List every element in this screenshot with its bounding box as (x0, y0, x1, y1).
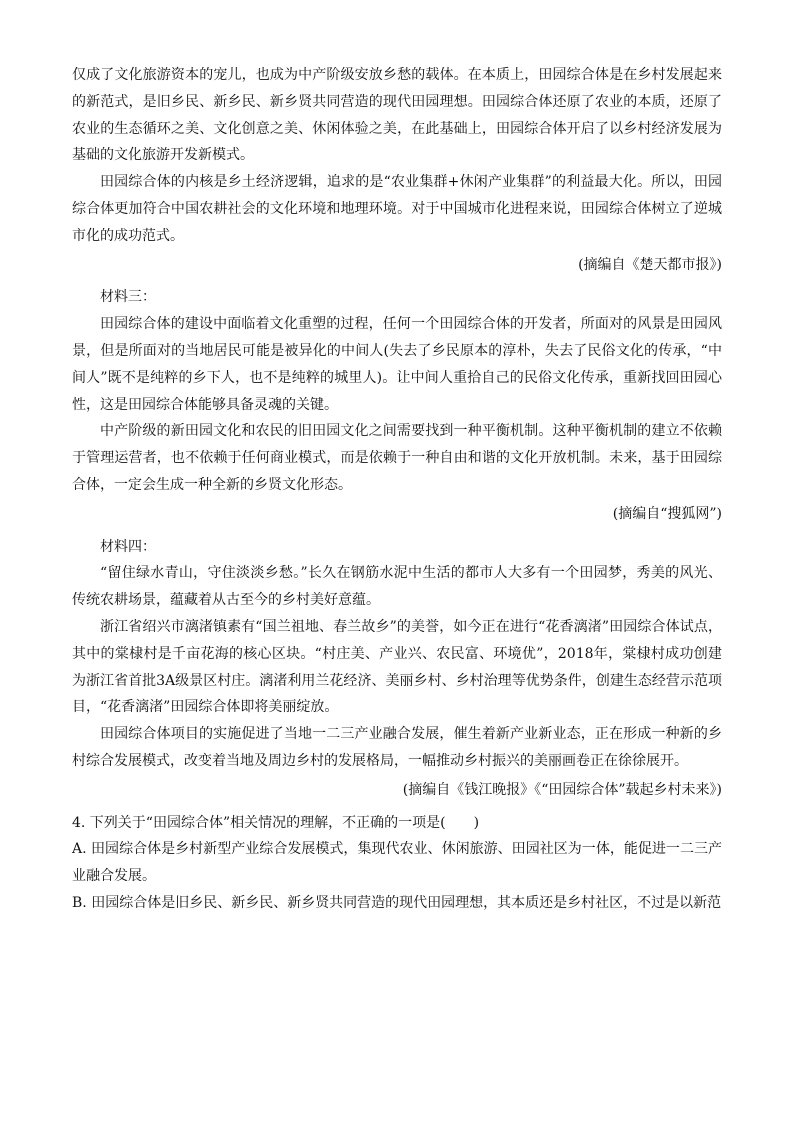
question-4-option-a: A. 田园综合体是乡村新型产业综合发展模式，集现代农业、休闲旅游、田园社区为一体，能促进一二三产业融合发展。 (72, 841, 722, 885)
material4-paragraph-3: 田园综合体项目的实施促进了当地一二三产业融合发展，催生着新产业新业态，正在形成一种新的乡村综合发展模式，改变着当地及周边乡村的发展格局，一幅推动乡村振兴的美丽画卷正在徐徐展开。 (72, 726, 722, 769)
material4-paragraph-1: “留住绿水青山，守住淡淡乡愁。”长久在钢筋水泥中生活的都市人大多有一个田园梦，秀美的风光、传统农耕场景，蕴藏着从古至今的乡村美好意蕴。 (72, 565, 722, 609)
material3-source: (摘编自“搜狐网”) (612, 505, 722, 522)
material2-paragraph-2: 田园综合体的内核是乡土经济逻辑，追求的是“农业集群+休闲产业集群”的利益最大化。所以，田园综合体更加符合中国农耕社会的文化环境和地理环境。对于中国城市化进程来说，田园综合体树立了逆城市化的成功范式。 (72, 174, 722, 244)
material4-paragraph-2: 浙江省绍兴市漓渚镇素有“国兰祖地、春兰故乡”的美誉，如今正在进行“花香漓渚”田园综合体试点，其中的棠棣村是千亩花海的核心区块。“村庄美、产业兴、农民富、环境优”，2018年，棠棣村成功创建为浙江省首批3A级景区村庄。漓渚利用兰花经济、美丽乡村、乡村治理等优势条件，创建生态经营示范项目，“花香漓渚”田园综合体即将美丽绽放。 (72, 618, 722, 716)
question-4-stem: 4. 下列关于“田园综合体”相关情况的理解，不正确的一项是( ) (72, 814, 480, 831)
material2-paragraph-1: 仅成了文化旅游资本的宠儿，也成为中产阶级安放乡愁的载体。在本质上，田园综合体是在乡村发展起来的新范式，是旧乡民、新乡民、新乡贤共同营造的现代田园理想。田园综合体还原了农业的本质，还原了农业的生态循环之美、文化创意之美、休闲体验之美，在此基础上，田园综合体开启了以乡村经济发展为基础的文化旅游开发新模式。 (72, 67, 722, 164)
material3-paragraph-2: 中产阶级的新田园文化和农民的旧田园文化之间需要找到一种平衡机制。这种平衡机制的建立不依赖于管理运营者，也不依赖于任何商业模式，而是依赖于一种自由和谐的文化开放机制。未来，基于田园综合体，一定会生成一种全新的乡贤文化形态。 (72, 423, 722, 493)
document-body (72, 62, 722, 917)
material3-paragraph-1: 田园综合体的建设中面临着文化重塑的过程，任何一个田园综合体的开发者，所面对的风景是田园风景，但是所面对的当地居民可能是被异化的中间人(失去了乡民原本的淳朴，失去了民俗文化的传承，“中间人”既不是纯粹的乡下人，也不是纯粹的城里人)。让中间人重拾自己的民俗文化传承，重新找回田园心性，这是田园综合体能够具备灵魂的关键。 (72, 316, 722, 413)
question-4-option-b: B. 田园综合体是旧乡民、新乡民、新乡贤共同营造的现代田园理想，其本质还是乡村社区，不过是以新范 (72, 894, 722, 911)
material4-source: (摘编自《钱江晚报》《“田园综合体”载起乡村未来》) (402, 781, 722, 798)
material2-source: (摘编自《楚天都市报》) (578, 256, 722, 273)
material4-label: 材料四： (100, 538, 156, 555)
material3-label: 材料三： (100, 289, 156, 306)
